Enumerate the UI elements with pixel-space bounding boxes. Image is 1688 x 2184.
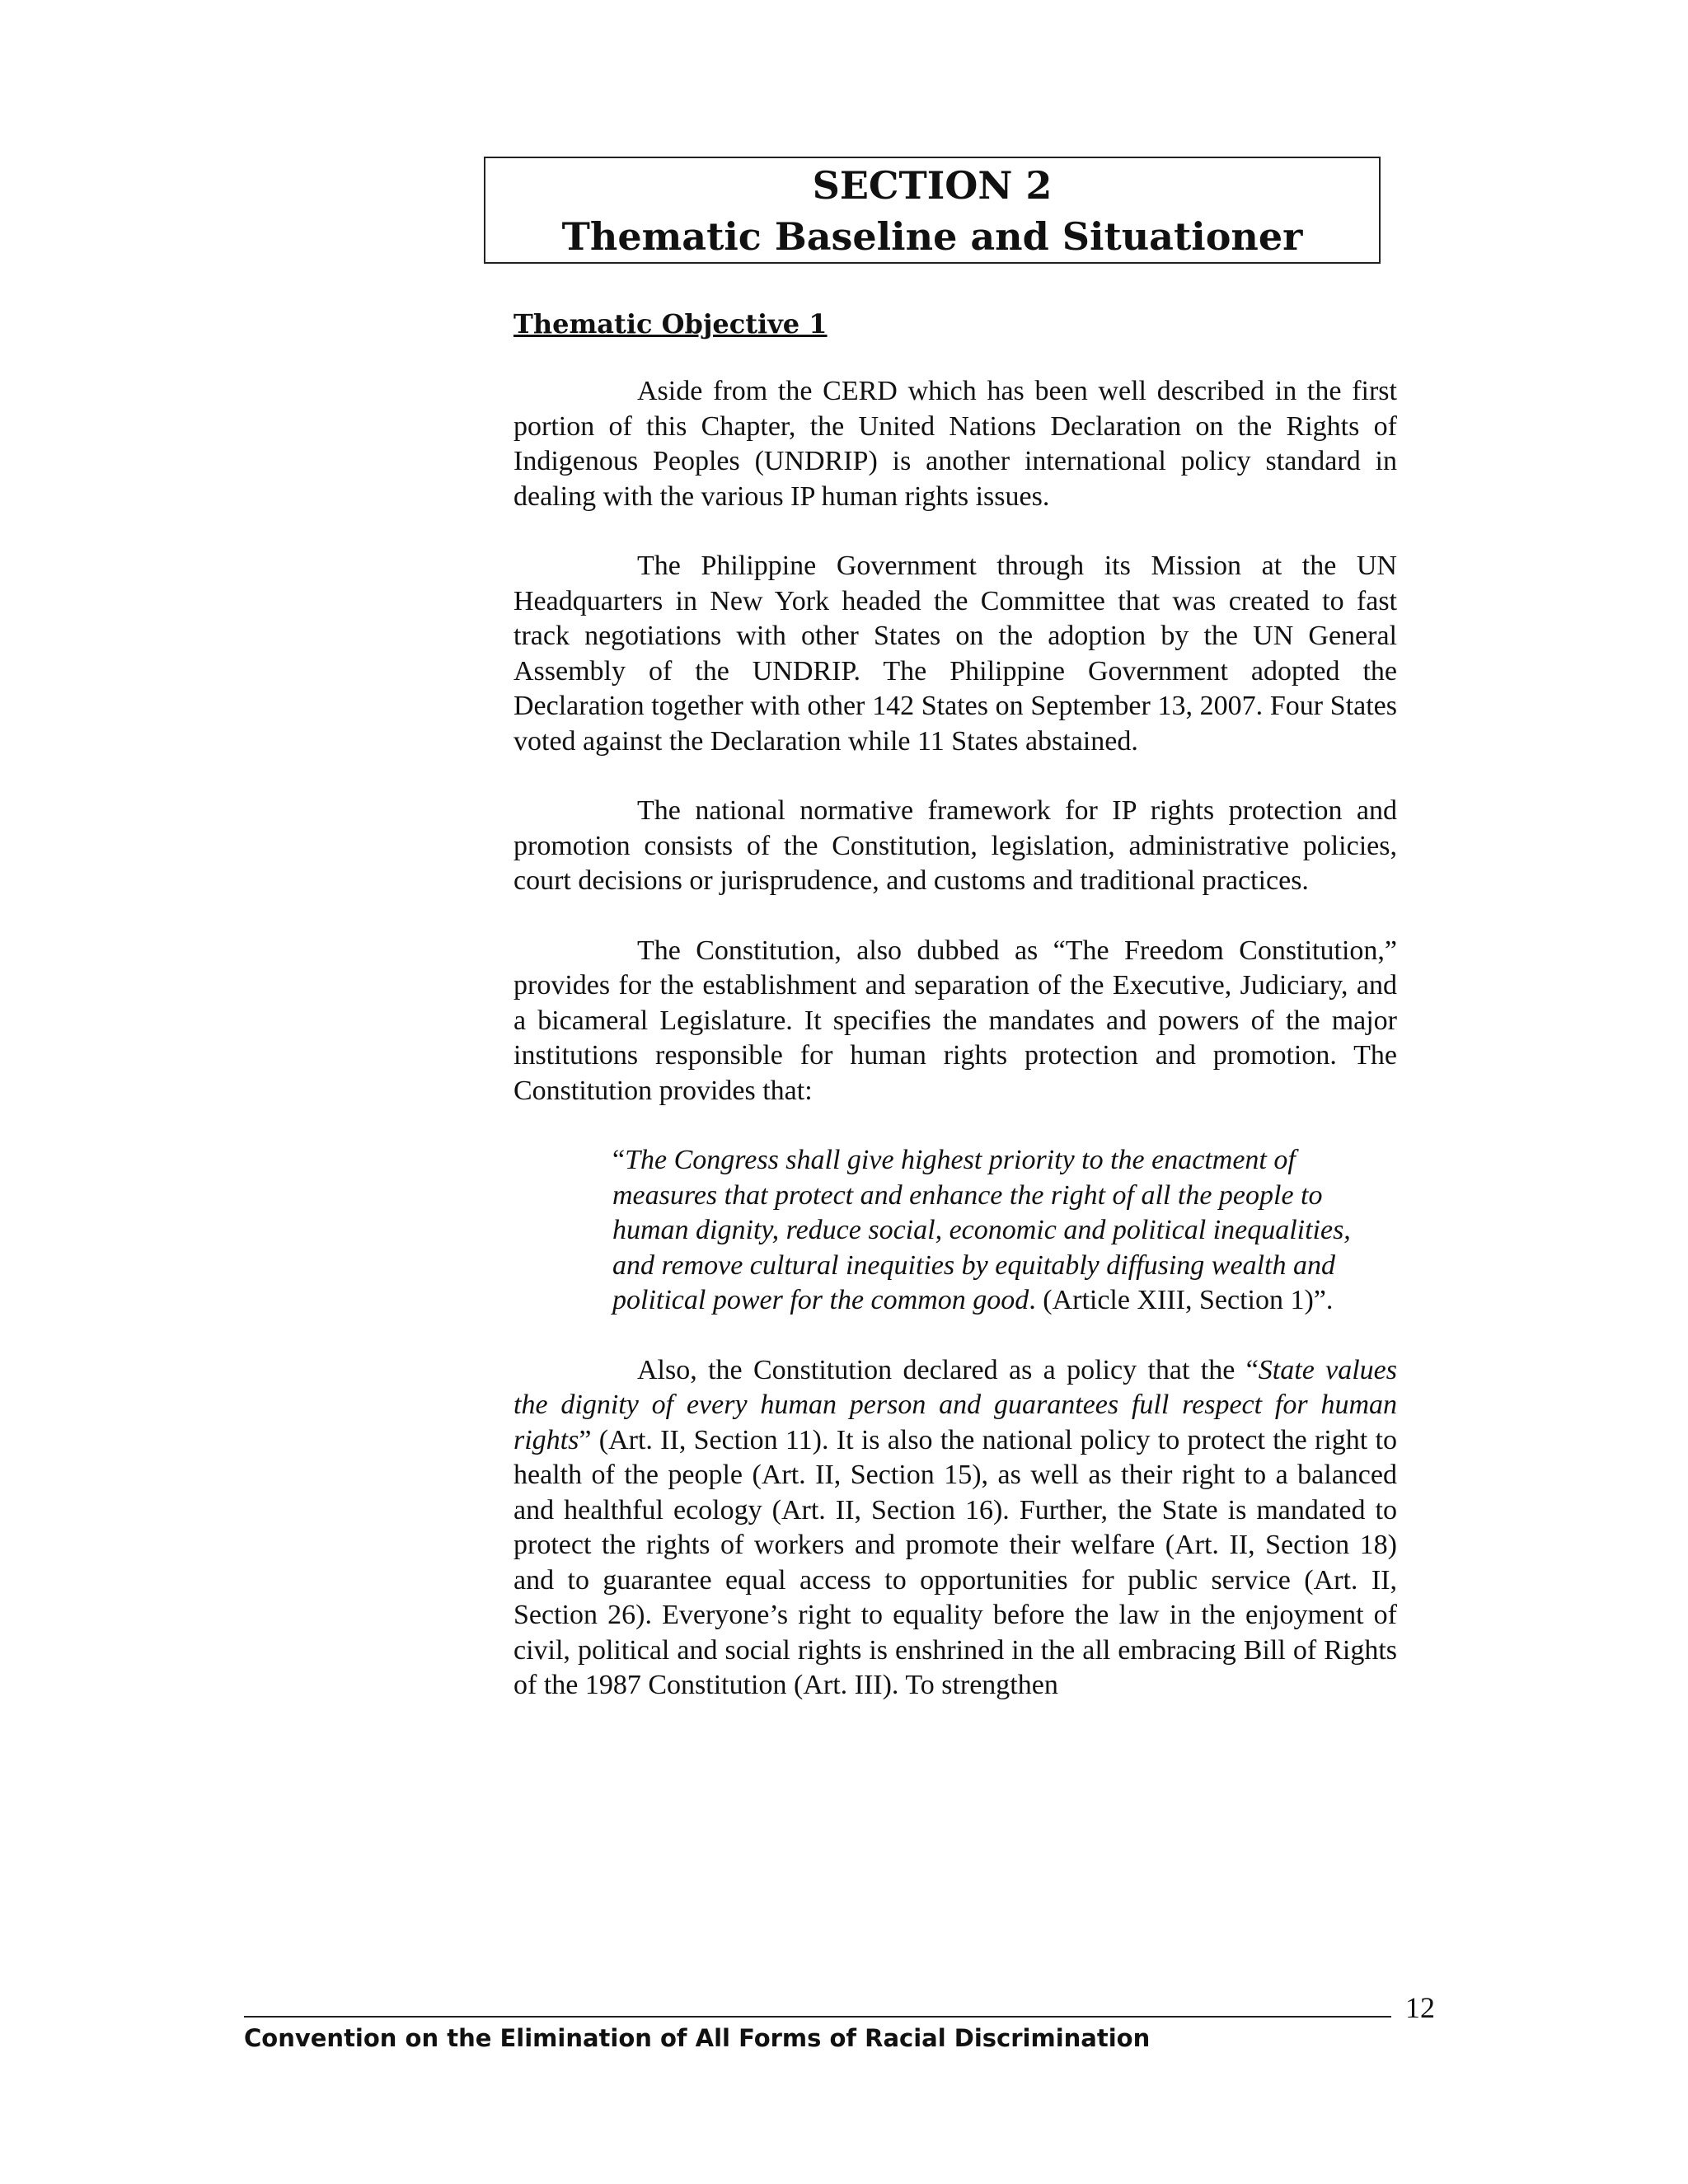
section-number: SECTION 2 xyxy=(812,163,1053,208)
policy-text-rest: ” (Art. II, Section 11). It is also the national policy to protect the right to health of the people (Art. II, Section 15), as well as their right to a balanced and healthful ecology (Art. II, Section 16). Further, the State is mandated to protect the rights of workers and promote their welfare (Art. II, Section 18) and to guarantee equal access to opportunities for public service (Art. II, Section 26). Everyone’s right to equality before the law in the enjoyment of civil, political and social rights is enshrined in the all embracing Bill of Rights of the 1987 Constitution (Art. III). To strengthen xyxy=(513,1424,1397,1700)
paragraph-constitution: The Constitution, also dubbed as “The Freedom Constitution,” provides for the establishment and separation of the Executive, Judiciary, and a bicameral Legislature. It specifies the mandates and powers of the major institutions responsible for human rights protection and promotion. The Constitution provides that: xyxy=(513,935,1397,1106)
constitution-quote xyxy=(612,1143,1379,1319)
quote-citation: . (Article XIII, Section 1)”. xyxy=(1029,1285,1334,1315)
quote-open-mark: “ xyxy=(612,1145,626,1175)
footer-divider xyxy=(244,2016,1391,2018)
footer-title: Convention on the Elimination of All Forms of Racial Discrimination xyxy=(244,2024,1151,2052)
paragraph-philippine-government: The Philippine Government through its Mission at the UN Headquarters in New York headed the Committee that was created to fast track negotiations with other States on the adoption by the UN General Assembly of the UNDRIP. The Philippine Government adopted the Declaration together with other 142 States on September 13, 2007. Four States voted against the Declaration while 11 States abstained. xyxy=(513,551,1397,757)
paragraph-state-policy xyxy=(513,1353,1397,1704)
paragraph-undrip: Aside from the CERD which has been well described in the first portion of this Chapter, the United Nations Declaration on the Rights of Indigenous Peoples (UNDRIP) is another international policy standard in dealing with the various IP human rights issues. xyxy=(513,376,1397,512)
policy-text-start: Also, the Constitution declared as a policy that the “ xyxy=(637,1354,1259,1385)
quote-italic-text: The Congress shall give highest priority to the enactment of measures that protect and enhance the right of all the people to human dignity, reduce social, economic and political inequalities, and remove cultural inequities by equitably diffusing wealth and political power for the common good xyxy=(612,1145,1351,1315)
body-text xyxy=(513,307,1397,1738)
page-number: 12 xyxy=(1405,1991,1435,2024)
objective-heading: Thematic Objective 1 xyxy=(513,308,828,340)
section-title-box xyxy=(484,157,1381,264)
section-title: Thematic Baseline and Situationer xyxy=(561,214,1303,259)
policy-italic-text: State values the dignity of every human person and guarantees full respect for human rights xyxy=(513,1354,1397,1455)
paragraph-normative-framework: The national normative framework for IP rights protection and promotion consists of the Constitution, legislation, administrative policies, court decisions or jurisprudence, and customs and traditional practices. xyxy=(513,795,1397,896)
